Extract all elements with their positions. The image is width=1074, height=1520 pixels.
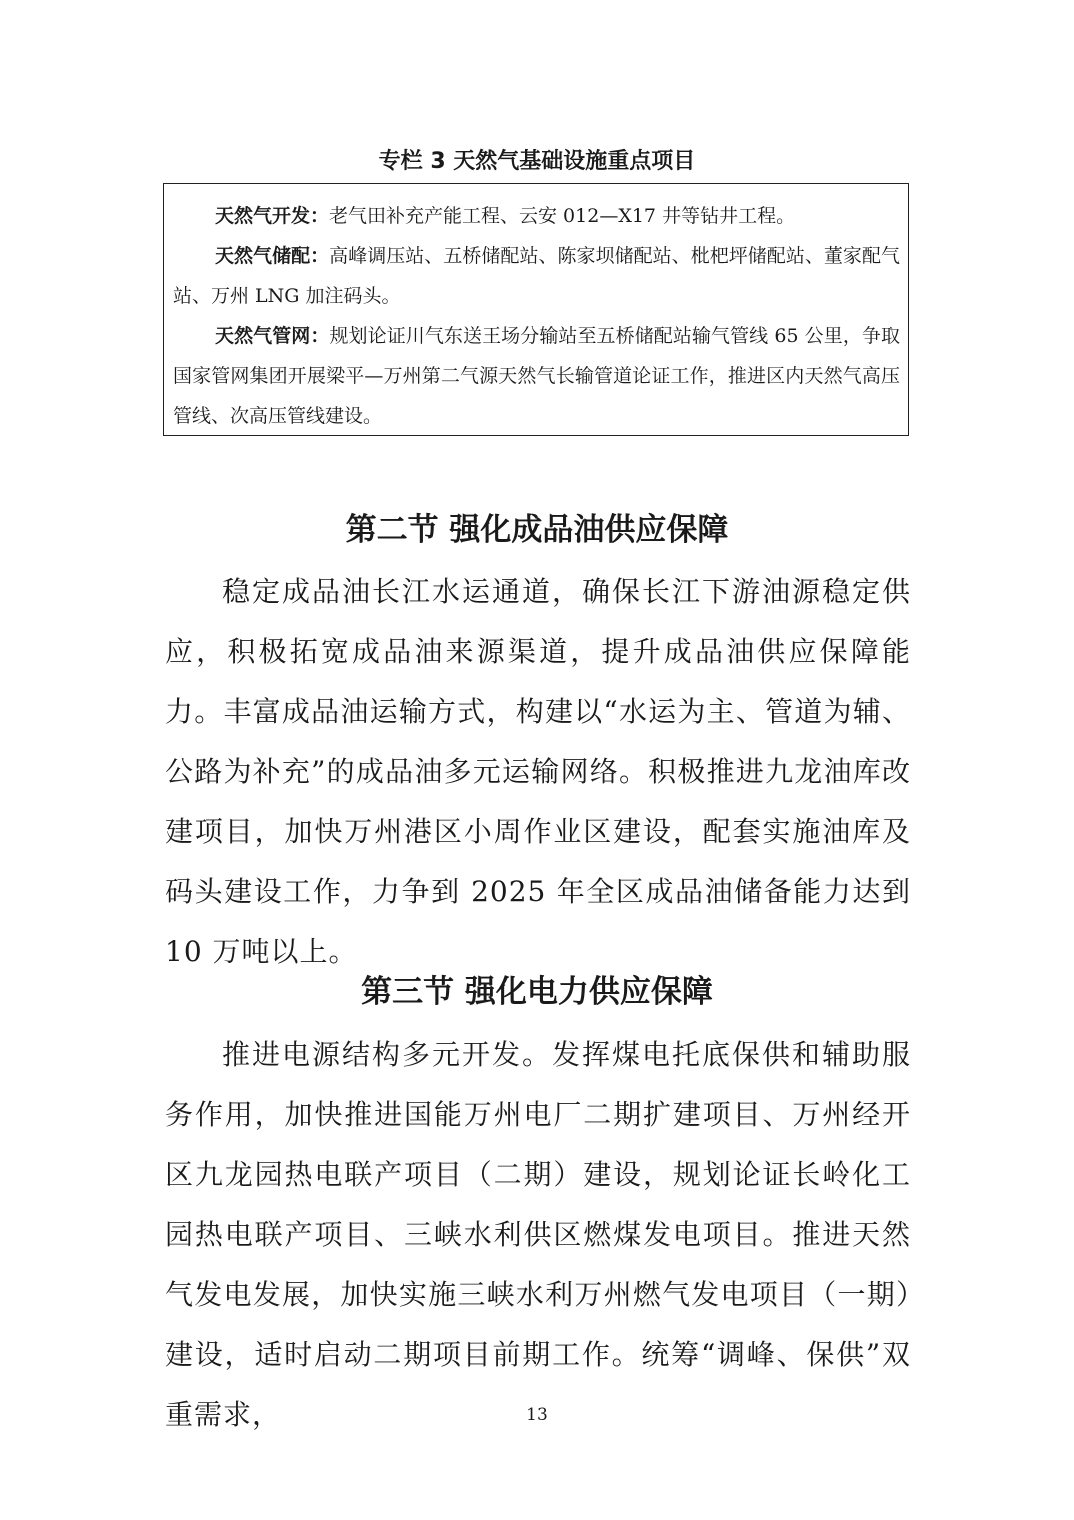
section-2-body: 稳定成品油长江水运通道，确保长江下游油源稳定供应，积极拓宽成品油来源渠道，提升成品油供应保障能力。丰富成品油运输方式，构建以“水运为主、管道为辅、公路为补充”的成品油多元运输网络。积极推进九龙油库改建项目，加快万州港区小周作业区建设，配套实施油库及码头建设工作，力争到 2025 年全区成品油储备能力达到 10 万吨以上。 xyxy=(165,575,911,968)
box-item-gas-storage xyxy=(173,236,900,316)
box-item-label: 天然气管网： xyxy=(215,325,330,347)
box-item-text: 老气田补充产能工程、云安 012—X17 井等钻井工程。 xyxy=(329,205,796,227)
page-number: 13 xyxy=(526,1405,548,1425)
box-item-text: 高峰调压站、五桥储配站、陈家坝储配站、枇杷坪储配站、董家配气站、万州 LNG 加注码头。 xyxy=(173,245,900,307)
box-item-gas-development xyxy=(173,196,900,236)
box-caption: 专栏 3 天然气基础设施重点项目 xyxy=(378,149,696,174)
section-2-title: 第二节 强化成品油供应保障 xyxy=(345,512,729,548)
box-item-text: 规划论证川气东送王场分输站至五桥储配站输气管线 65 公里，争取国家管网集团开展梁平—万州第二气源天然气长输管道论证工作，推进区内天然气高压管线、次高压管线建设。 xyxy=(173,325,900,427)
section-3-body: 推进电源结构多元开发。发挥煤电托底保供和辅助服务作用，加快推进国能万州电厂二期扩建项目、万州经开区九龙园热电联产项目（二期）建设，规划论证长岭化工园热电联产项目、三峡水利供区燃煤发电项目。推进天然气发电发展，加快实施三峡水利万州燃气发电项目（一期）建设，适时启动二期项目前期工作。统筹“调峰、保供”双重需求， xyxy=(165,1038,911,1431)
box-item-gas-pipeline xyxy=(173,316,900,436)
box-item-label: 天然气开发： xyxy=(215,205,330,227)
feature-box xyxy=(163,183,909,436)
box-item-label: 天然气储配： xyxy=(215,245,330,267)
section-3-title: 第三节 强化电力供应保障 xyxy=(361,974,713,1010)
